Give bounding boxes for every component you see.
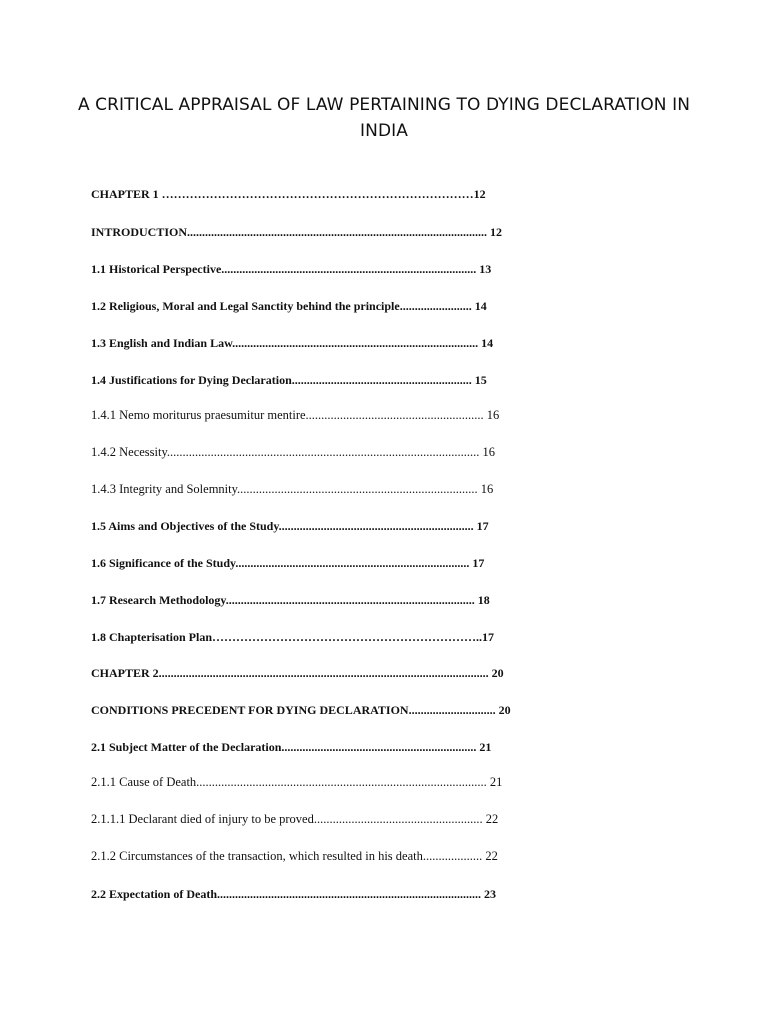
toc-entry: 1.4.1 Nemo moriturus praesumitur mentire......................................................... 16 (91, 408, 500, 422)
toc-entry: 1.3 English and Indian Law.................................................................................. 14 (91, 336, 494, 350)
toc-entry: 2.1.1.1 Declarant died of injury to be proved...................................................... 22 (91, 812, 499, 826)
document-title-line-2: INDIA (360, 121, 408, 141)
toc-entry: 1.8 Chapterisation Plan…………………………………………………………..17 (91, 630, 495, 644)
toc-entry: 1.1 Historical Perspective..................................................................................... 13 (91, 262, 492, 276)
toc-entry: 1.4.2 Necessity.................................................................................................... 16 (91, 445, 496, 459)
toc-entry: 1.6 Significance of the Study.............................................................................. 17 (91, 556, 485, 570)
toc-entry: 1.2 Religious, Moral and Legal Sanctity behind the principle........................ 14 (91, 299, 487, 313)
document-title-line-1: A CRITICAL APPRAISAL OF LAW PERTAINING TO DYING DECLARATION IN (77, 95, 691, 115)
toc-entry: 1.7 Research Methodology................................................................................... 18 (91, 593, 490, 607)
toc-entry: 1.4.3 Integrity and Solemnity............................................................................. 16 (91, 482, 494, 496)
toc-entry: 1.4 Justifications for Dying Declaration............................................................ 15 (91, 373, 487, 387)
toc-entry: CHAPTER 1 ……………………………………………………………………12 (91, 187, 486, 201)
toc-entry: 2.2 Expectation of Death........................................................................................ 23 (91, 887, 496, 901)
document-title (60, 92, 708, 144)
toc-entry: INTRODUCTION.................................................................................................... 12 (91, 225, 503, 239)
toc-entry: 2.1.1 Cause of Death............................................................................................. 21 (91, 775, 503, 789)
toc-entry: 1.5 Aims and Objectives of the Study................................................................. 17 (91, 519, 489, 533)
toc-entry: 2.1.2 Circumstances of the transaction, which resulted in his death................... 22 (91, 849, 498, 863)
toc-entry: CONDITIONS PRECEDENT FOR DYING DECLARATION............................. 20 (91, 703, 511, 717)
toc-entry: 2.1 Subject Matter of the Declaration................................................................. 21 (91, 740, 492, 754)
toc-entry: CHAPTER 2.............................................................................................................. 20 (91, 666, 504, 680)
